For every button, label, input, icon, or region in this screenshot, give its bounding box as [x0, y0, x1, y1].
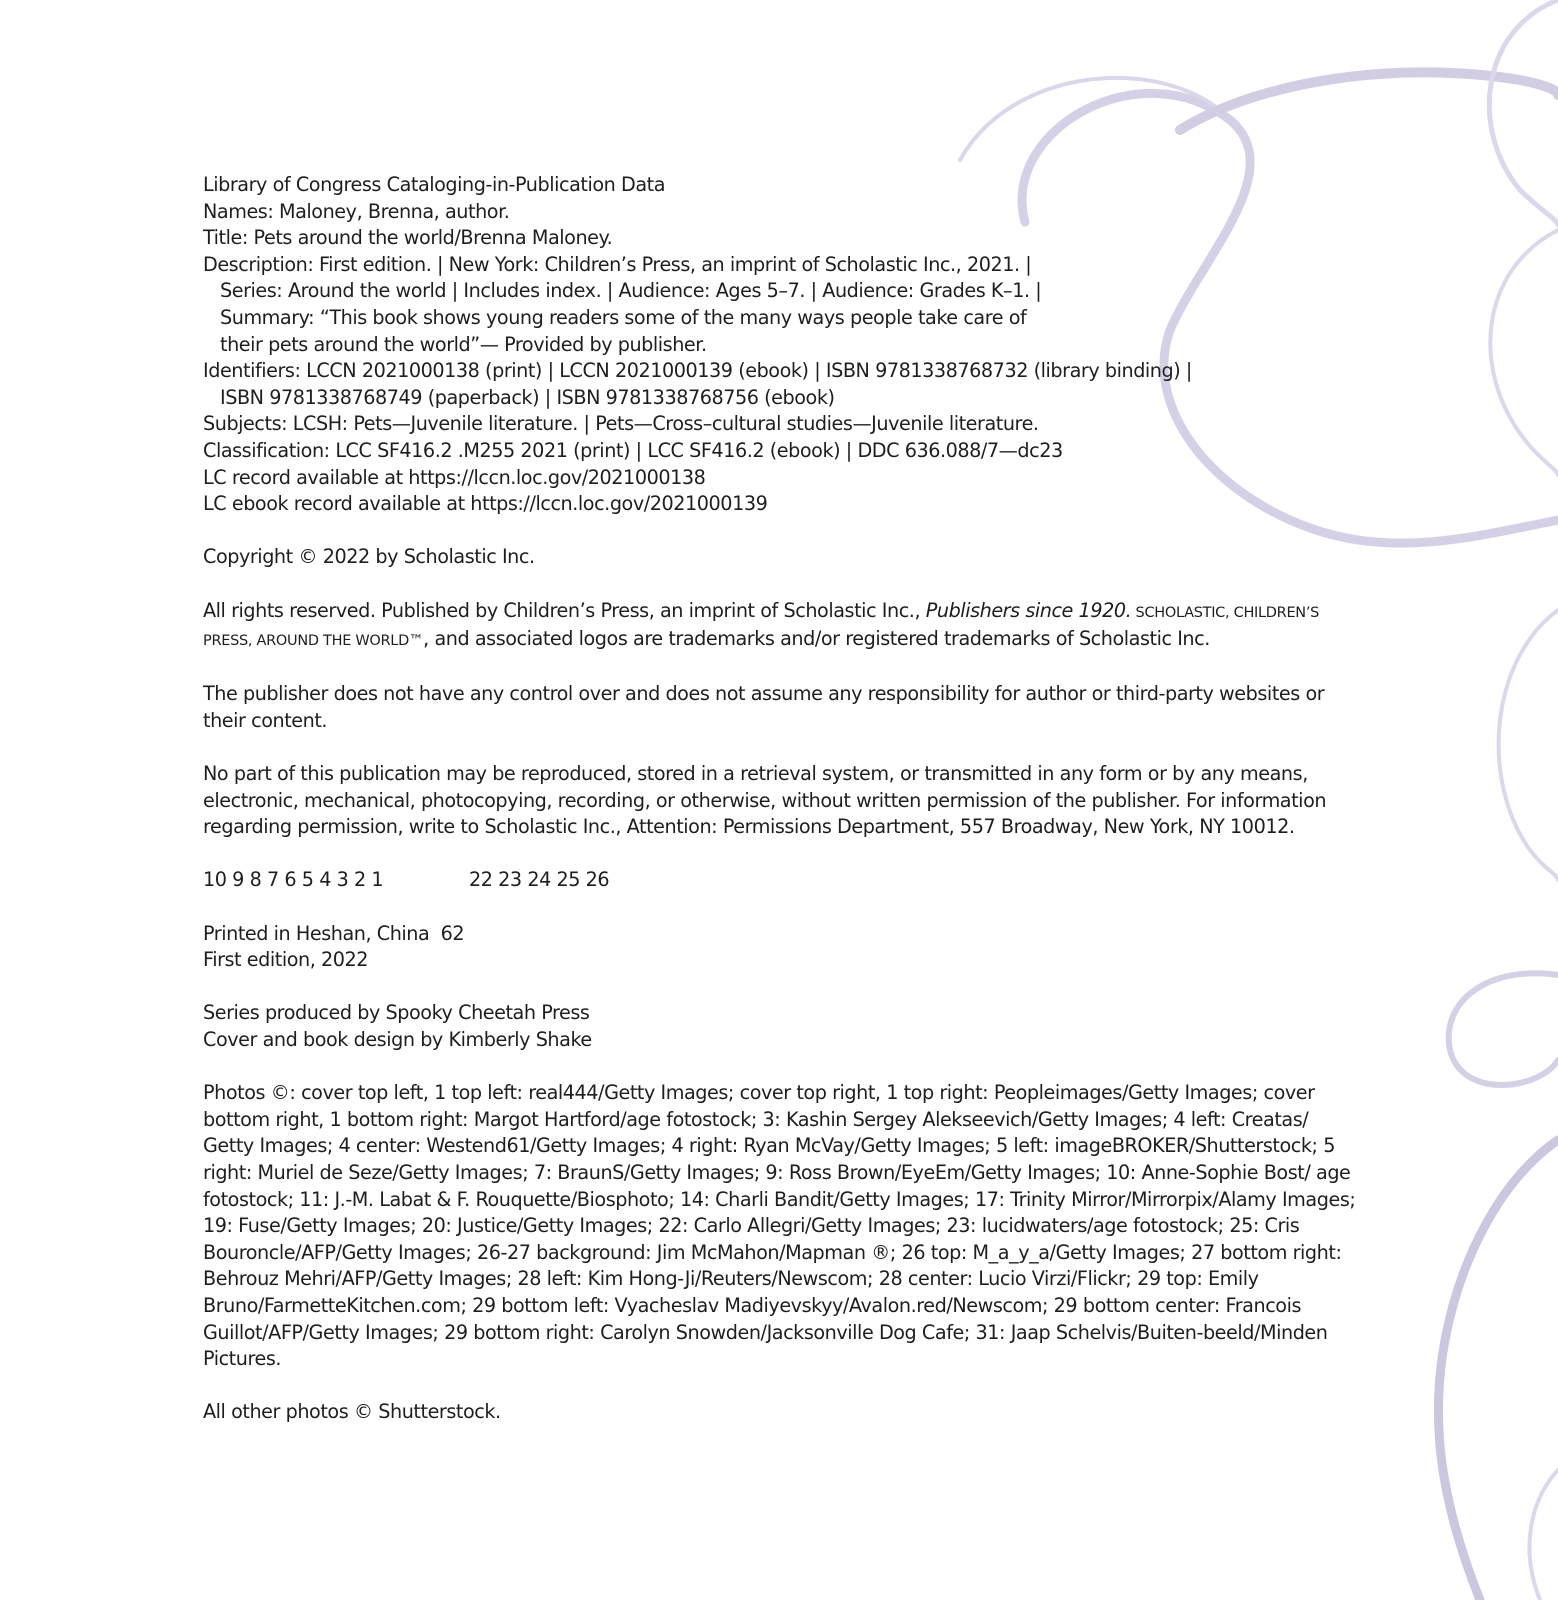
ribbon-sweep-bottom — [1438, 1140, 1558, 1600]
cip-description-line-2: Series: Around the world | Includes index. | Audience: Ages 5–7. | Audience: Grades K–1. | — [220, 279, 1042, 303]
cip-lc-record: LC record available at https://lccn.loc.gov/2021000138 — [203, 465, 706, 489]
print-years: 22 23 24 25 26 — [469, 868, 610, 892]
printing-info — [203, 921, 1363, 974]
rights-paragraph — [203, 598, 1363, 655]
disclaimer-paragraph: The publisher does not have any control over and does not assume any responsibility for author or third-party websites or their content. — [203, 682, 1325, 732]
other-photos-credit — [203, 1399, 1363, 1426]
copyright-page-text — [203, 172, 1363, 1453]
ribbon-loop-bottom — [1449, 973, 1558, 1085]
series-produced-by: Series produced by Spooky Cheetah Press — [203, 1001, 590, 1025]
ribbon-arc-right-lower — [1499, 610, 1558, 880]
book-design-by: Cover and book design by Kimberly Shake — [203, 1028, 592, 1051]
ribbon-curve-bottom-small — [1530, 1470, 1558, 1600]
ribbon-loop-upper — [1180, 72, 1558, 130]
production-credits — [203, 1000, 1363, 1053]
other-photos-line: All other photos © Shutterstock. — [203, 1400, 501, 1424]
trademark-names: SCHOLASTIC, CHILDREN’S PRESS, AROUND THE WORLD™ — [203, 604, 1320, 650]
permissions-paragraph: No part of this publication may be reproduced, stored in a retrieval system, or transmitted in any form or by any means, electronic, mechanical, photocopying, recording, or otherwise, without written permission of the publisher. For information regarding permission, write to Scholastic Inc., Attention: Permissions Department, 557 Broadway, New York, NY 10012. — [203, 762, 1327, 839]
cip-data-block — [203, 172, 1363, 518]
edition-line: First edition, 2022 — [203, 948, 369, 972]
ribbon-arc-right-mid — [1490, 230, 1558, 475]
printed-in: Printed in Heshan, China 62 — [203, 921, 465, 945]
copyright-notice — [203, 544, 1363, 571]
cip-classification: Classification: LCC SF416.2 .M255 2021 (print) | LCC SF416.2 (ebook) | DDC 636.088/7—dc23 — [203, 438, 1063, 462]
cip-description-line-1: Description: First edition. | New York: Children’s Press, an imprint of Scholastic Inc., 2021. | — [203, 252, 1032, 276]
photo-credits-paragraph: Photos ©: cover top left, 1 top left: real444/Getty Images; cover top right, 1 top right: Peopleimages/Getty Images; cover bottom right, 1 bottom right: Margot Hartford/age fotostock; 3: Kashin Sergey Alekseevich/Getty Images; 4 left: Creatas/ Getty Images; 4 center: Westend61/Getty Images; 4 right: Ryan McVay/Getty Images; 5 left: imageBROKER/Shutterstock; 5 right: Muriel de Seze/Getty Images; 7: BraunS/Getty Images; 9: Ross Brown/EyeEm/Getty Images; 10: Anne-Sophie Bost/ age fotostock; 11: J.-M. Labat & F. Rouquette/Biosphoto; 14: Charli Bandit/Getty Images; 17: Trinity Mirror/Mirrorpix/Alamy Images; 19: Fuse/Getty Images; 20: Justice/Getty Images; 22: Carlo Allegri/Getty Images; 23: lucidwaters/age fotostock; 25: Cris Bouroncle/AFP/Getty Images; 26-27 background: Jim McMahon/Mapman ®; 26 top: M_a_y_a/Getty Images; 27 bottom right: Behrouz Mehri/AFP/Getty Images; 28 left: Kim Hong-Ji/Reuters/Newscom; 28 center: Lucio Virzi/Flickr; 29 top: Emily Bruno/FarmetteKitchen.com; 29 bottom left: Vyacheslav Madiyevskyy/Avalon.red/Newscom; 29 bottom center: Francois Guillot/AFP/Getty Images; 29 bottom right: Carolyn Snowden/Jacksonville Dog Cafe; 31: Jaap Schelvis/Buiten-beeld/Minden Pictures. — [203, 1081, 1356, 1371]
cip-description-line-4: their pets around the world”— Provided by publisher. — [220, 332, 707, 356]
print-run-numbers: 10 9 8 7 6 5 4 3 2 1 — [203, 868, 384, 892]
ribbon-outer-top — [960, 78, 1220, 160]
cip-names: Names: Maloney, Brenna, author. — [203, 199, 510, 223]
ribbon-arc-right-top — [1489, 0, 1558, 225]
cip-lc-ebook-record: LC ebook record available at https://lccn.loc.gov/2021000139 — [203, 492, 768, 516]
publishers-since: Publishers since 1920. — [925, 598, 1132, 622]
cip-title: Title: Pets around the world/Brenna Maloney. — [203, 226, 613, 250]
cip-heading: Library of Congress Cataloging-in-Publication Data — [203, 173, 666, 196]
cip-subjects: Subjects: LCSH: Pets—Juvenile literature. | Pets—Cross–cultural studies—Juvenile literature. — [203, 412, 1039, 436]
printing-line — [203, 867, 1363, 894]
cip-identifiers-line-2: ISBN 9781338768749 (paperback) | ISBN 9781338768756 (ebook) — [220, 385, 835, 409]
rights-text-part-3: , and associated logos are trademarks and/or registered trademarks of Scholastic Inc. — [423, 627, 1210, 651]
cip-identifiers-line-1: Identifiers: LCCN 2021000138 (print) | LCCN 2021000139 (ebook) | ISBN 9781338768732 (library binding) | — [203, 359, 1192, 383]
rights-text-part-1: All rights reserved. Published by Children’s Press, an imprint of Scholastic Inc., — [203, 598, 926, 622]
cip-description-line-3: Summary: “This book shows young readers some of the many ways people take care of — [220, 305, 1027, 329]
copyright-line: Copyright © 2022 by Scholastic Inc. — [203, 545, 535, 569]
